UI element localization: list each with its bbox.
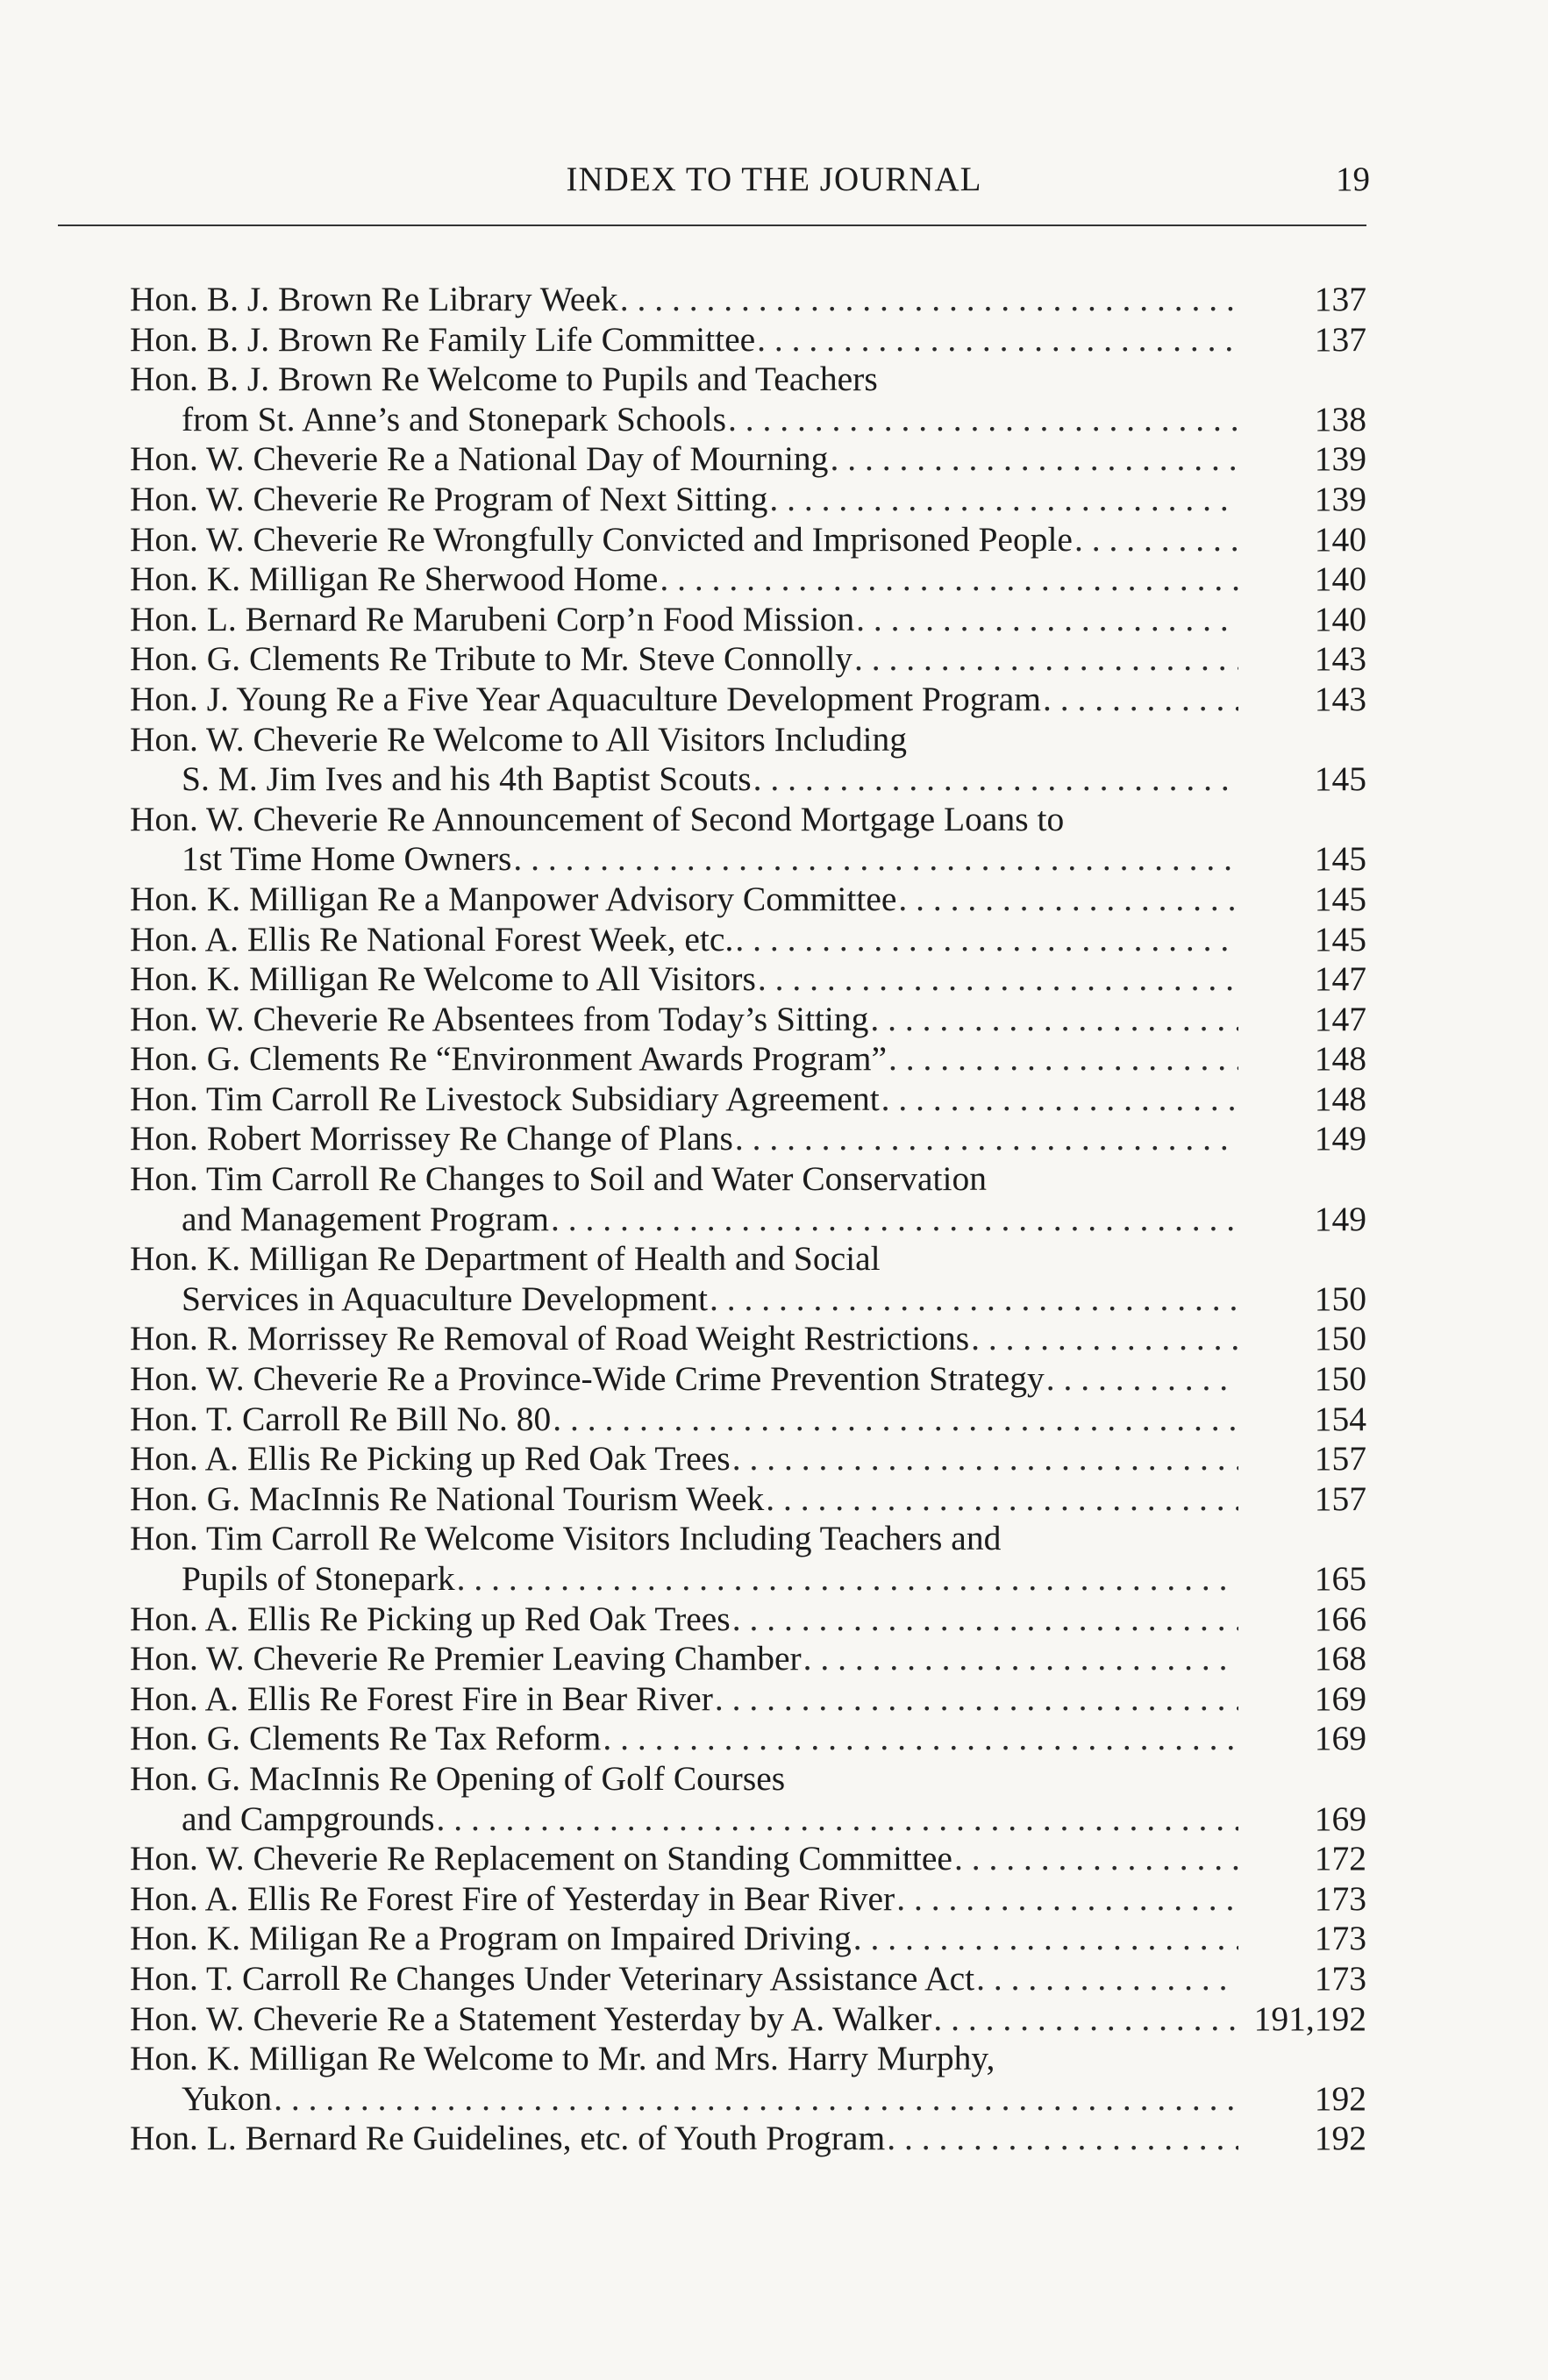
entry-page-number: 148 <box>1314 1079 1366 1118</box>
entry-continuation-line <box>130 1279 1366 1320</box>
entry-page-number: 173 <box>1314 1878 1366 1918</box>
entry-page-number: 139 <box>1314 439 1366 479</box>
page-title: INDEX TO THE JOURNAL <box>566 160 982 198</box>
entry-continuation-line <box>130 400 1366 440</box>
dot-leader <box>553 1400 1238 1440</box>
entry-text: Pupils of Stonepark <box>182 1559 455 1598</box>
dot-leader <box>870 1000 1238 1040</box>
entry-text: Hon. B. J. Brown Re Welcome to Pupils and Teachers <box>130 360 878 399</box>
entry-page-number: 165 <box>1314 1559 1366 1598</box>
index-entry <box>130 1080 1366 1120</box>
dot-leader <box>1074 520 1238 560</box>
entry-page-number: 157 <box>1314 1439 1366 1479</box>
entry-text: Hon. G. Clements Re Tribute to Mr. Steve Connolly <box>130 639 853 679</box>
entry-text: Hon. T. Carroll Re Bill No. 80 <box>130 1399 552 1438</box>
entry-line <box>130 1319 1366 1359</box>
entry-page-number: 192 <box>1314 2119 1366 2158</box>
entry-line <box>130 280 1366 320</box>
index-entry <box>130 1439 1366 1479</box>
entry-page-number: 169 <box>1314 1719 1366 1758</box>
dot-leader <box>896 1879 1238 1920</box>
dot-leader <box>933 1999 1238 2040</box>
entry-line <box>130 880 1366 920</box>
dot-leader <box>274 2079 1238 2120</box>
entry-continuation-line <box>130 1200 1366 1240</box>
entry-page-number: 147 <box>1314 959 1366 999</box>
dot-leader <box>971 1319 1238 1359</box>
entry-line <box>130 959 1366 1000</box>
entry-text: Hon. L. Bernard Re Guidelines, etc. of Youth Program <box>130 2119 886 2158</box>
entry-line <box>130 2119 1366 2159</box>
dot-leader <box>728 400 1238 440</box>
entry-text: Hon. J. Young Re a Five Year Aquaculture Development Program <box>130 679 1041 718</box>
index-entry <box>130 1119 1366 1159</box>
entry-continuation-line <box>130 839 1366 880</box>
dot-leader <box>735 1119 1238 1159</box>
index-entry <box>130 1519 1366 1599</box>
index-entry <box>130 1600 1366 1640</box>
entry-continuation-line <box>130 759 1366 800</box>
entry-text: Hon. T. Carroll Re Changes Under Veterinary Assistance Act <box>130 1958 975 1998</box>
entry-line <box>130 1000 1366 1040</box>
entry-line <box>130 439 1366 480</box>
entry-text: Hon. W. Cheverie Re Welcome to All Visitors Including <box>130 719 908 759</box>
index-entry <box>130 720 1366 800</box>
entry-line <box>130 1959 1366 1999</box>
dot-leader <box>766 1479 1238 1520</box>
dot-leader <box>715 1679 1238 1720</box>
entry-line <box>130 920 1366 960</box>
entry-page-number: 140 <box>1314 559 1366 599</box>
entry-page-number: 168 <box>1314 1639 1366 1678</box>
index-entry <box>130 480 1366 520</box>
entry-text: Hon. W. Cheverie Re Replacement on Standing Committee <box>130 1839 952 1878</box>
dot-leader <box>710 1279 1238 1320</box>
dot-leader <box>954 1839 1238 1879</box>
entry-line <box>130 480 1366 520</box>
entry-line <box>130 1479 1366 1520</box>
entry-line <box>130 559 1366 600</box>
entry-page-number: 192 <box>1314 2078 1366 2118</box>
index-entry <box>130 559 1366 600</box>
index-entry <box>130 1639 1366 1679</box>
entry-page-number: 148 <box>1314 1039 1366 1079</box>
entry-text: Services in Aquaculture Development <box>182 1279 709 1318</box>
index-entry <box>130 1479 1366 1520</box>
index-list <box>130 280 1366 2159</box>
entry-line <box>130 2039 1366 2079</box>
entry-text: Hon. R. Morrissey Re Removal of Road Weight Restrictions <box>130 1319 970 1358</box>
entry-text: Hon. B. J. Brown Re Library Week <box>130 280 618 318</box>
entry-text: Hon. W. Cheverie Re Program of Next Sitting <box>130 479 768 518</box>
index-entry <box>130 880 1366 920</box>
index-entry <box>130 1359 1366 1400</box>
entry-continuation-line <box>130 1559 1366 1600</box>
entry-line <box>130 1359 1366 1400</box>
index-entry <box>130 680 1366 720</box>
entry-page-number: 145 <box>1314 919 1366 958</box>
index-entry <box>130 959 1366 1000</box>
entry-text: Hon. W. Cheverie Re Absentees from Today’s Sitting <box>130 999 869 1038</box>
entry-text: Hon. G. MacInnis Re Opening of Golf Courses <box>130 1758 786 1798</box>
index-entry <box>130 2119 1366 2159</box>
entry-page-number: 149 <box>1314 1199 1366 1238</box>
index-entry <box>130 800 1366 880</box>
index-entry <box>130 1719 1366 1759</box>
index-entry <box>130 1879 1366 1920</box>
entry-text: Hon. L. Bernard Re Marubeni Corp’n Food Mission <box>130 599 855 638</box>
entry-page-number: 154 <box>1314 1399 1366 1438</box>
entry-text: Hon. K. Milligan Re a Manpower Advisory Committee <box>130 879 897 918</box>
entry-text: S. M. Jim Ives and his 4th Baptist Scouts <box>182 759 752 799</box>
index-entry <box>130 1679 1366 1720</box>
entry-page-number: 166 <box>1314 1599 1366 1638</box>
entry-page-number: 169 <box>1314 1799 1366 1838</box>
dot-leader <box>898 880 1238 920</box>
entry-page-number: 173 <box>1314 1919 1366 1958</box>
entry-text: Hon. K. Milligan Re Sherwood Home <box>130 559 659 599</box>
dot-leader <box>887 2119 1238 2159</box>
entry-line <box>130 1239 1366 1279</box>
entry-line <box>130 1759 1366 1799</box>
index-entry <box>130 600 1366 640</box>
index-entry <box>130 1400 1366 1440</box>
entry-line <box>130 600 1366 640</box>
index-entry <box>130 1759 1366 1839</box>
entry-page-number: 143 <box>1314 639 1366 679</box>
entry-page-number: 172 <box>1314 1839 1366 1878</box>
entry-page-number: 145 <box>1314 839 1366 879</box>
entry-text: Yukon <box>182 2078 273 2118</box>
entry-line <box>130 1400 1366 1440</box>
entry-text: Hon. Tim Carroll Re Welcome Visitors Including Teachers and <box>130 1519 1002 1558</box>
dot-leader <box>853 1919 1238 1959</box>
index-entry <box>130 1959 1366 1999</box>
entry-line <box>130 1639 1366 1679</box>
entry-page-number: 140 <box>1314 599 1366 638</box>
dot-leader <box>732 1439 1238 1479</box>
entry-text: Hon. A. Ellis Re Forest Fire of Yesterday in Bear River <box>130 1878 895 1918</box>
index-entry <box>130 1999 1366 2040</box>
entry-page-number: 138 <box>1314 399 1366 438</box>
entry-page-number: 169 <box>1314 1678 1366 1718</box>
entry-page-number: 140 <box>1314 519 1366 559</box>
dot-leader <box>976 1959 1238 1999</box>
entry-text: Hon. Robert Morrissey Re Change of Plans <box>130 1119 733 1158</box>
index-entry <box>130 639 1366 680</box>
entry-text: 1st Time Home Owners <box>182 839 512 879</box>
entry-line <box>130 720 1366 760</box>
entry-page-number: 143 <box>1314 679 1366 718</box>
entry-line <box>130 1719 1366 1759</box>
dot-leader <box>1043 680 1238 720</box>
dot-leader <box>1046 1359 1238 1400</box>
entry-text: Hon. W. Cheverie Re Premier Leaving Chamber <box>130 1639 802 1678</box>
index-entry <box>130 1839 1366 1879</box>
entry-line <box>130 1999 1366 2040</box>
entry-text: Hon. K. Milligan Re Welcome to Mr. and Mrs. Harry Murphy, <box>130 2039 995 2078</box>
entry-page-number: 173 <box>1314 1958 1366 1998</box>
dot-leader <box>856 600 1238 640</box>
header-rule <box>58 224 1366 226</box>
entry-text: Hon. W. Cheverie Re a Statement Yesterday by A. Walker <box>130 1999 932 2038</box>
dot-leader <box>854 639 1238 680</box>
entry-text: Hon. G. MacInnis Re National Tourism Week <box>130 1479 765 1518</box>
entry-page-number: 147 <box>1314 999 1366 1038</box>
entry-page-number: 150 <box>1314 1319 1366 1358</box>
entry-page-number: 139 <box>1314 479 1366 518</box>
dot-leader <box>803 1639 1238 1679</box>
entry-continuation-line <box>130 1799 1366 1840</box>
entry-line <box>130 1600 1366 1640</box>
index-entry <box>130 280 1366 320</box>
entry-text: Hon. G. Clements Re Tax Reform <box>130 1719 602 1758</box>
entry-text: Hon. K. Miligan Re a Program on Impaired Driving <box>130 1919 852 1958</box>
dot-leader <box>753 759 1238 800</box>
entry-text: Hon. B. J. Brown Re Family Life Committee <box>130 319 756 359</box>
index-entry <box>130 2039 1366 2119</box>
entry-page-number: 137 <box>1314 280 1366 318</box>
index-entry <box>130 1239 1366 1319</box>
entry-line <box>130 520 1366 560</box>
dot-leader <box>603 1719 1238 1759</box>
entry-text: Hon. G. Clements Re “Environment Awards Program” <box>130 1039 888 1079</box>
entry-text: Hon. W. Cheverie Re a Province-Wide Crime Prevention Strategy <box>130 1359 1045 1399</box>
entry-line <box>130 1519 1366 1559</box>
entry-text: and Campgrounds <box>182 1799 435 1838</box>
entry-line <box>130 1119 1366 1159</box>
dot-leader <box>732 1600 1238 1640</box>
entry-line <box>130 1080 1366 1120</box>
entry-page-number: 191,192 <box>1253 1999 1366 2038</box>
index-entry <box>130 1159 1366 1239</box>
dot-leader <box>620 280 1238 320</box>
entry-line <box>130 1839 1366 1879</box>
entry-line <box>130 680 1366 720</box>
entry-text: Hon. W. Cheverie Re Wrongfully Convicted and Imprisoned People <box>130 519 1073 559</box>
index-entry <box>130 1000 1366 1040</box>
entry-text: Hon. A. Ellis Re Forest Fire in Bear River <box>130 1678 713 1718</box>
entry-line <box>130 360 1366 400</box>
entry-text: Hon. K. Milligan Re Department of Health and Social <box>130 1239 881 1279</box>
entry-page-number: 149 <box>1314 1119 1366 1158</box>
entry-text: Hon. W. Cheverie Re a National Day of Mourning <box>130 439 829 479</box>
entry-page-number: 145 <box>1314 759 1366 799</box>
entry-line <box>130 1039 1366 1080</box>
entry-text: from St. Anne’s and Stonepark Schools <box>182 399 726 438</box>
entry-text: Hon. A. Ellis Re Picking up Red Oak Trees <box>130 1439 731 1479</box>
entry-page-number: 150 <box>1314 1279 1366 1318</box>
entry-line <box>130 1879 1366 1920</box>
entry-page-number: 145 <box>1314 879 1366 918</box>
entry-text: and Management Program <box>182 1199 550 1238</box>
dot-leader <box>881 1080 1238 1120</box>
index-entry <box>130 1039 1366 1080</box>
dot-leader <box>551 1200 1238 1240</box>
entry-line <box>130 800 1366 840</box>
running-head <box>0 158 1548 202</box>
index-entry <box>130 1919 1366 1959</box>
entry-line <box>130 1919 1366 1959</box>
entry-text: Hon. Tim Carroll Re Changes to Soil and Water Conservation <box>130 1159 987 1199</box>
entry-line <box>130 1679 1366 1720</box>
entry-line <box>130 639 1366 680</box>
entry-text: Hon. A. Ellis Re Picking up Red Oak Trees <box>130 1599 731 1638</box>
entry-line <box>130 1159 1366 1200</box>
dot-leader <box>735 920 1238 960</box>
dot-leader <box>757 320 1238 360</box>
entry-page-number: 137 <box>1314 319 1366 359</box>
dot-leader <box>437 1799 1238 1840</box>
dot-leader <box>769 480 1238 520</box>
dot-leader <box>457 1559 1238 1600</box>
entry-text: Hon. A. Ellis Re National Forest Week, etc. <box>130 919 734 958</box>
index-entry <box>130 1319 1366 1359</box>
index-entry <box>130 920 1366 960</box>
entry-page-number: 157 <box>1314 1479 1366 1518</box>
entry-text: Hon. K. Milligan Re Welcome to All Visitors <box>130 959 756 999</box>
dot-leader <box>660 559 1238 600</box>
entry-continuation-line <box>130 2079 1366 2120</box>
entry-page-number: 150 <box>1314 1359 1366 1399</box>
index-entry <box>130 360 1366 439</box>
dot-leader <box>888 1039 1238 1080</box>
index-entry <box>130 439 1366 480</box>
entry-text: Hon. Tim Carroll Re Livestock Subsidiary Agreement <box>130 1079 880 1118</box>
page-number: 19 <box>1336 160 1370 198</box>
dot-leader <box>758 959 1238 1000</box>
index-entry <box>130 320 1366 360</box>
index-entry <box>130 520 1366 560</box>
dot-leader <box>513 839 1238 880</box>
dot-leader <box>830 439 1238 480</box>
entry-text: Hon. W. Cheverie Re Announcement of Second Mortgage Loans to <box>130 799 1065 838</box>
entry-line <box>130 1439 1366 1479</box>
entry-line <box>130 320 1366 360</box>
